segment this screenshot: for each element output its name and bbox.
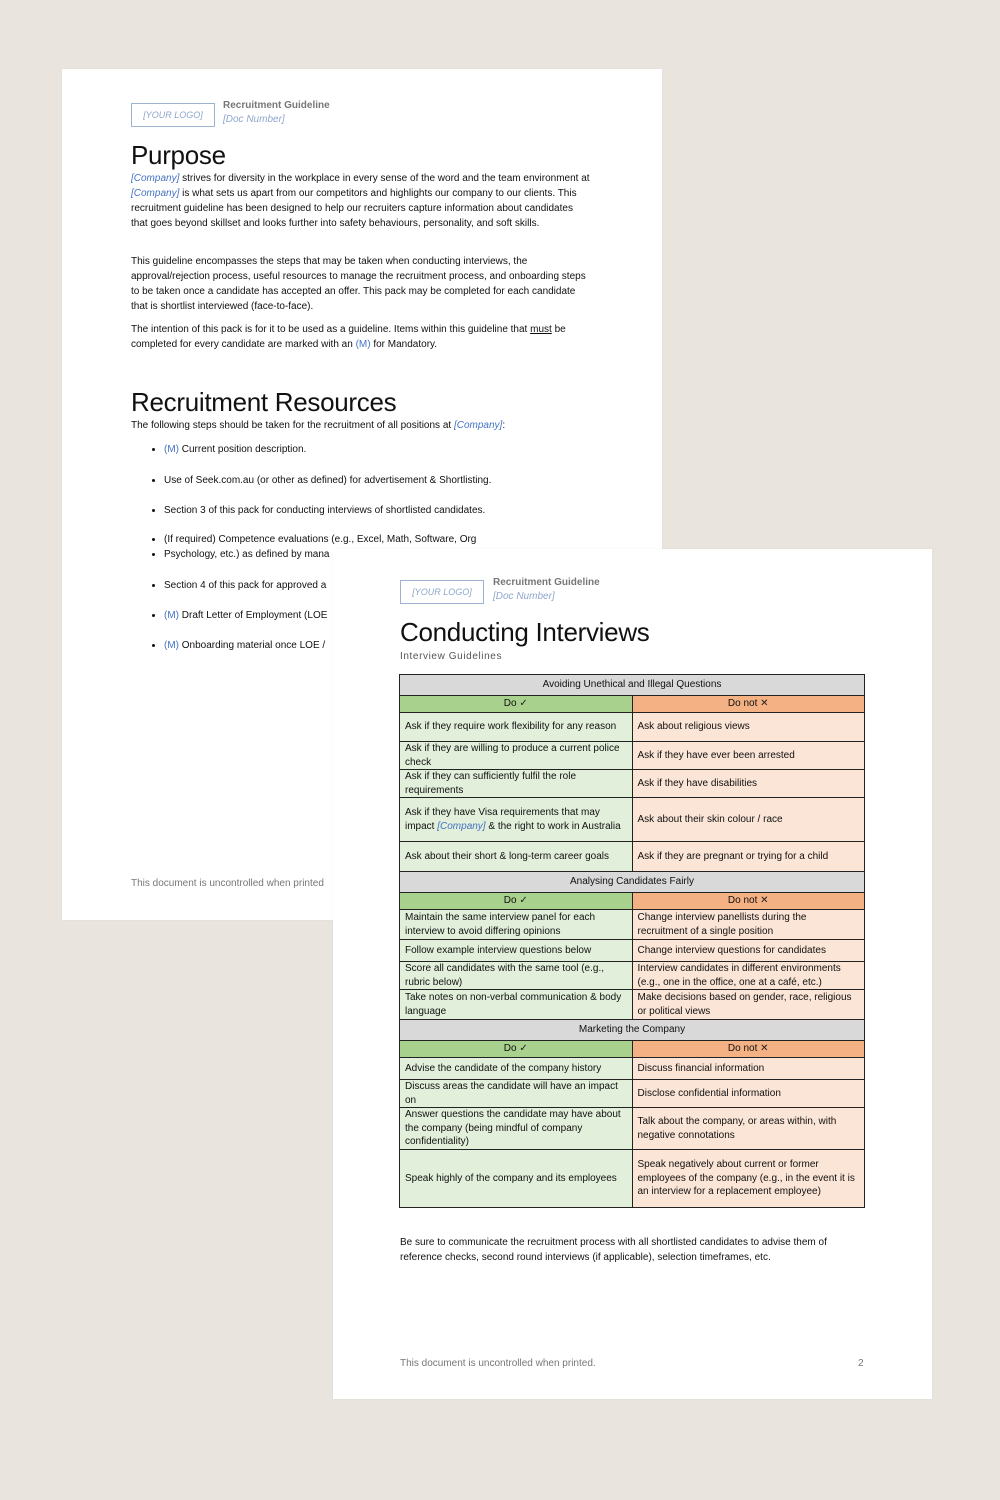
logo-placeholder: [YOUR LOGO]	[400, 580, 484, 604]
check-icon: ✓	[519, 1043, 528, 1055]
do-label: Do	[503, 698, 517, 710]
page-number: 2	[858, 1358, 864, 1369]
table-row	[400, 1058, 865, 1080]
table-row	[400, 990, 865, 1020]
do-cell: Discuss areas the candidate will have an impact on	[400, 1080, 633, 1108]
company-placeholder: [Company]	[131, 173, 180, 184]
page-footer: This document is uncontrolled when printed.	[400, 1358, 596, 1369]
list-item	[164, 442, 491, 458]
closing-paragraph: Be sure to communicate the recruitment process with all shortlisted candidates to advise them of reference checks, second round interviews (if applicable), selection timeframes, etc.	[400, 1237, 827, 1263]
do-not-cell: Change interview questions for candidates	[632, 940, 865, 962]
text: Section 3 of this pack for conducting interviews of shortlisted candidates.	[164, 505, 486, 516]
table-row	[400, 713, 865, 742]
do-not-header	[632, 1041, 865, 1058]
doc-number: [Doc Number]	[493, 591, 555, 602]
mandatory-marker: (M)	[164, 639, 179, 651]
do-header	[400, 893, 633, 910]
company-placeholder: [Company]	[131, 188, 180, 199]
doc-header	[223, 99, 330, 127]
do-donot-header-row	[400, 696, 865, 713]
text: :	[502, 420, 506, 431]
list-item	[164, 532, 491, 548]
section-title-row	[400, 872, 865, 893]
do-not-cell: Discuss financial information	[632, 1058, 865, 1080]
table-row	[400, 1150, 865, 1208]
do-cell: Ask if they require work flexibility for any reason	[400, 713, 633, 742]
text: be completed for every candidate are marked with an	[131, 324, 566, 350]
interview-guidelines-table	[399, 674, 865, 1208]
do-cell: Ask about their short & long-term career goals	[400, 842, 633, 872]
list-item	[164, 503, 491, 519]
mandatory-marker: (M)	[164, 610, 179, 621]
do-cell: Speak highly of the company and its employees	[400, 1150, 633, 1208]
do-not-cell: Interview candidates in different environments (e.g., one in the office, one at a café, etc.)	[632, 962, 865, 990]
check-icon: ✓	[519, 895, 528, 907]
table-row	[400, 742, 865, 770]
page-footer: This document is uncontrolled when printed	[131, 878, 324, 889]
do-header	[400, 696, 633, 713]
do-donot-header-row	[400, 893, 865, 910]
do-not-cell: Speak negatively about current or former employees of the company (e.g., in the event it is an interview for a replacement employee)	[632, 1150, 865, 1208]
text: Psychology, etc.) as defined by mana	[164, 549, 330, 560]
do-cell: Ask if they can sufficiently fulfil the role requirements	[400, 770, 633, 798]
do-not-cell: Ask about their skin colour / race	[632, 798, 865, 842]
do-not-cell: Ask if they have ever been arrested	[632, 742, 865, 770]
check-icon: ✓	[519, 698, 528, 710]
table-row	[400, 770, 865, 798]
do-not-cell: Make decisions based on gender, race, religious or political views	[632, 990, 865, 1020]
purpose-paragraph-2: This guideline encompasses the steps that may be taken when conducting interviews, the approval/rejection process, useful resources to manage the recruitment process, and onboarding steps to be taken once a candidate has accepted an offer. This pack may be completed for each candidate that is shortlist interviewed (face-to-face).	[131, 256, 586, 312]
table-row	[400, 962, 865, 990]
doc-header	[493, 576, 600, 604]
section-title-row	[400, 675, 865, 696]
do-not-header	[632, 696, 865, 713]
do-not-cell: Ask if they are pregnant or trying for a child	[632, 842, 865, 872]
text: is what sets us apart from our competitors and highlights our company to our clients. This recruitment guideline has been designed to help our recruiters capture information about candidates that goes beyond skillset and looks further into safety behaviours, personality, and soft skills.	[131, 188, 577, 229]
section-title: Marketing the Company	[400, 1020, 865, 1041]
resources-intro	[131, 418, 505, 433]
text: (If required) Competence evaluations (e.g., Excel, Math, Software, Org	[164, 533, 477, 545]
table-row	[400, 798, 865, 842]
doc-number: [Doc Number]	[223, 114, 285, 125]
do-cell: Score all candidates with the same tool (e.g., rubric below)	[400, 962, 633, 990]
text: The intention of this pack is for it to be used as a guideline. Items within this guideline that	[131, 324, 531, 335]
do-not-label: Do not	[727, 895, 758, 907]
do-not-cell: Talk about the company, or areas within, with negative connotations	[632, 1108, 865, 1150]
section-title: Avoiding Unethical and Illegal Questions	[400, 675, 865, 696]
text: strives for diversity in the workplace in every sense of the word and the team environment at	[179, 173, 590, 184]
company-placeholder: [Company]	[453, 420, 503, 431]
table-row	[400, 1108, 865, 1150]
cross-icon: ✕	[760, 698, 769, 710]
do-cell: Follow example interview questions below	[400, 940, 633, 962]
doc-title: Recruitment Guideline	[223, 100, 330, 111]
do-cell: Ask if they are willing to produce a current police check	[400, 742, 633, 770]
must-underlined: must	[530, 324, 552, 335]
page-heading: Conducting Interviews	[400, 617, 650, 647]
do-not-label: Do not	[727, 698, 758, 710]
do-not-cell: Ask if they have disabilities	[632, 770, 865, 798]
mandatory-marker: (M)	[355, 339, 371, 350]
section-title-row	[400, 1020, 865, 1041]
cross-icon: ✕	[760, 1043, 769, 1055]
do-label: Do	[503, 1043, 517, 1055]
text: for Mandatory.	[370, 339, 438, 350]
cross-icon: ✕	[760, 895, 769, 907]
table-row	[400, 940, 865, 962]
do-not-label: Do not	[727, 1043, 758, 1055]
purpose-paragraph-3	[131, 322, 601, 352]
do-cell: Take notes on non-verbal communication & body language	[400, 990, 633, 1020]
do-not-cell: Disclose confidential information	[632, 1080, 865, 1108]
purpose-heading: Purpose	[131, 140, 226, 170]
company-placeholder: [Company]	[437, 820, 486, 832]
table-row	[400, 842, 865, 872]
do-cell: Answer questions the candidate may have about the company (being mindful of company confidentiality)	[400, 1108, 633, 1150]
do-cell: Maintain the same interview panel for each interview to avoid differing opinions	[400, 910, 633, 940]
text: Draft Letter of Employment (LOE	[179, 610, 328, 621]
text: The following steps should be taken for the recruitment of all positions at	[131, 420, 454, 431]
do-label: Do	[503, 895, 517, 907]
section-title: Analysing Candidates Fairly	[400, 872, 865, 893]
list-item	[164, 473, 491, 489]
do-not-cell: Ask about religious views	[632, 713, 865, 742]
table-row	[400, 910, 865, 940]
logo-placeholder: [YOUR LOGO]	[131, 103, 215, 127]
doc-title: Recruitment Guideline	[493, 577, 600, 588]
mandatory-marker: (M)	[164, 444, 179, 455]
do-donot-header-row	[400, 1041, 865, 1058]
purpose-paragraph-1	[131, 171, 591, 231]
page-subheading: Interview Guidelines	[400, 651, 503, 662]
text: Current position description.	[179, 444, 307, 455]
do-cell: Advise the candidate of the company history	[400, 1058, 633, 1080]
do-cell: Ask if they have Visa requirements that may impact [Company] & the right to work in Australia	[400, 798, 633, 842]
page-2	[333, 549, 932, 1399]
do-header	[400, 1041, 633, 1058]
text: Onboarding material once LOE /	[179, 639, 326, 651]
do-not-cell: Change interview panellists during the recruitment of a single position	[632, 910, 865, 940]
text: Section 4 of this pack for approved a	[164, 579, 327, 591]
table-row	[400, 1080, 865, 1108]
text: Use of Seek.com.au (or other as defined) for advertisement & Shortlisting.	[164, 474, 492, 486]
resources-heading: Recruitment Resources	[131, 387, 397, 417]
do-not-header	[632, 893, 865, 910]
